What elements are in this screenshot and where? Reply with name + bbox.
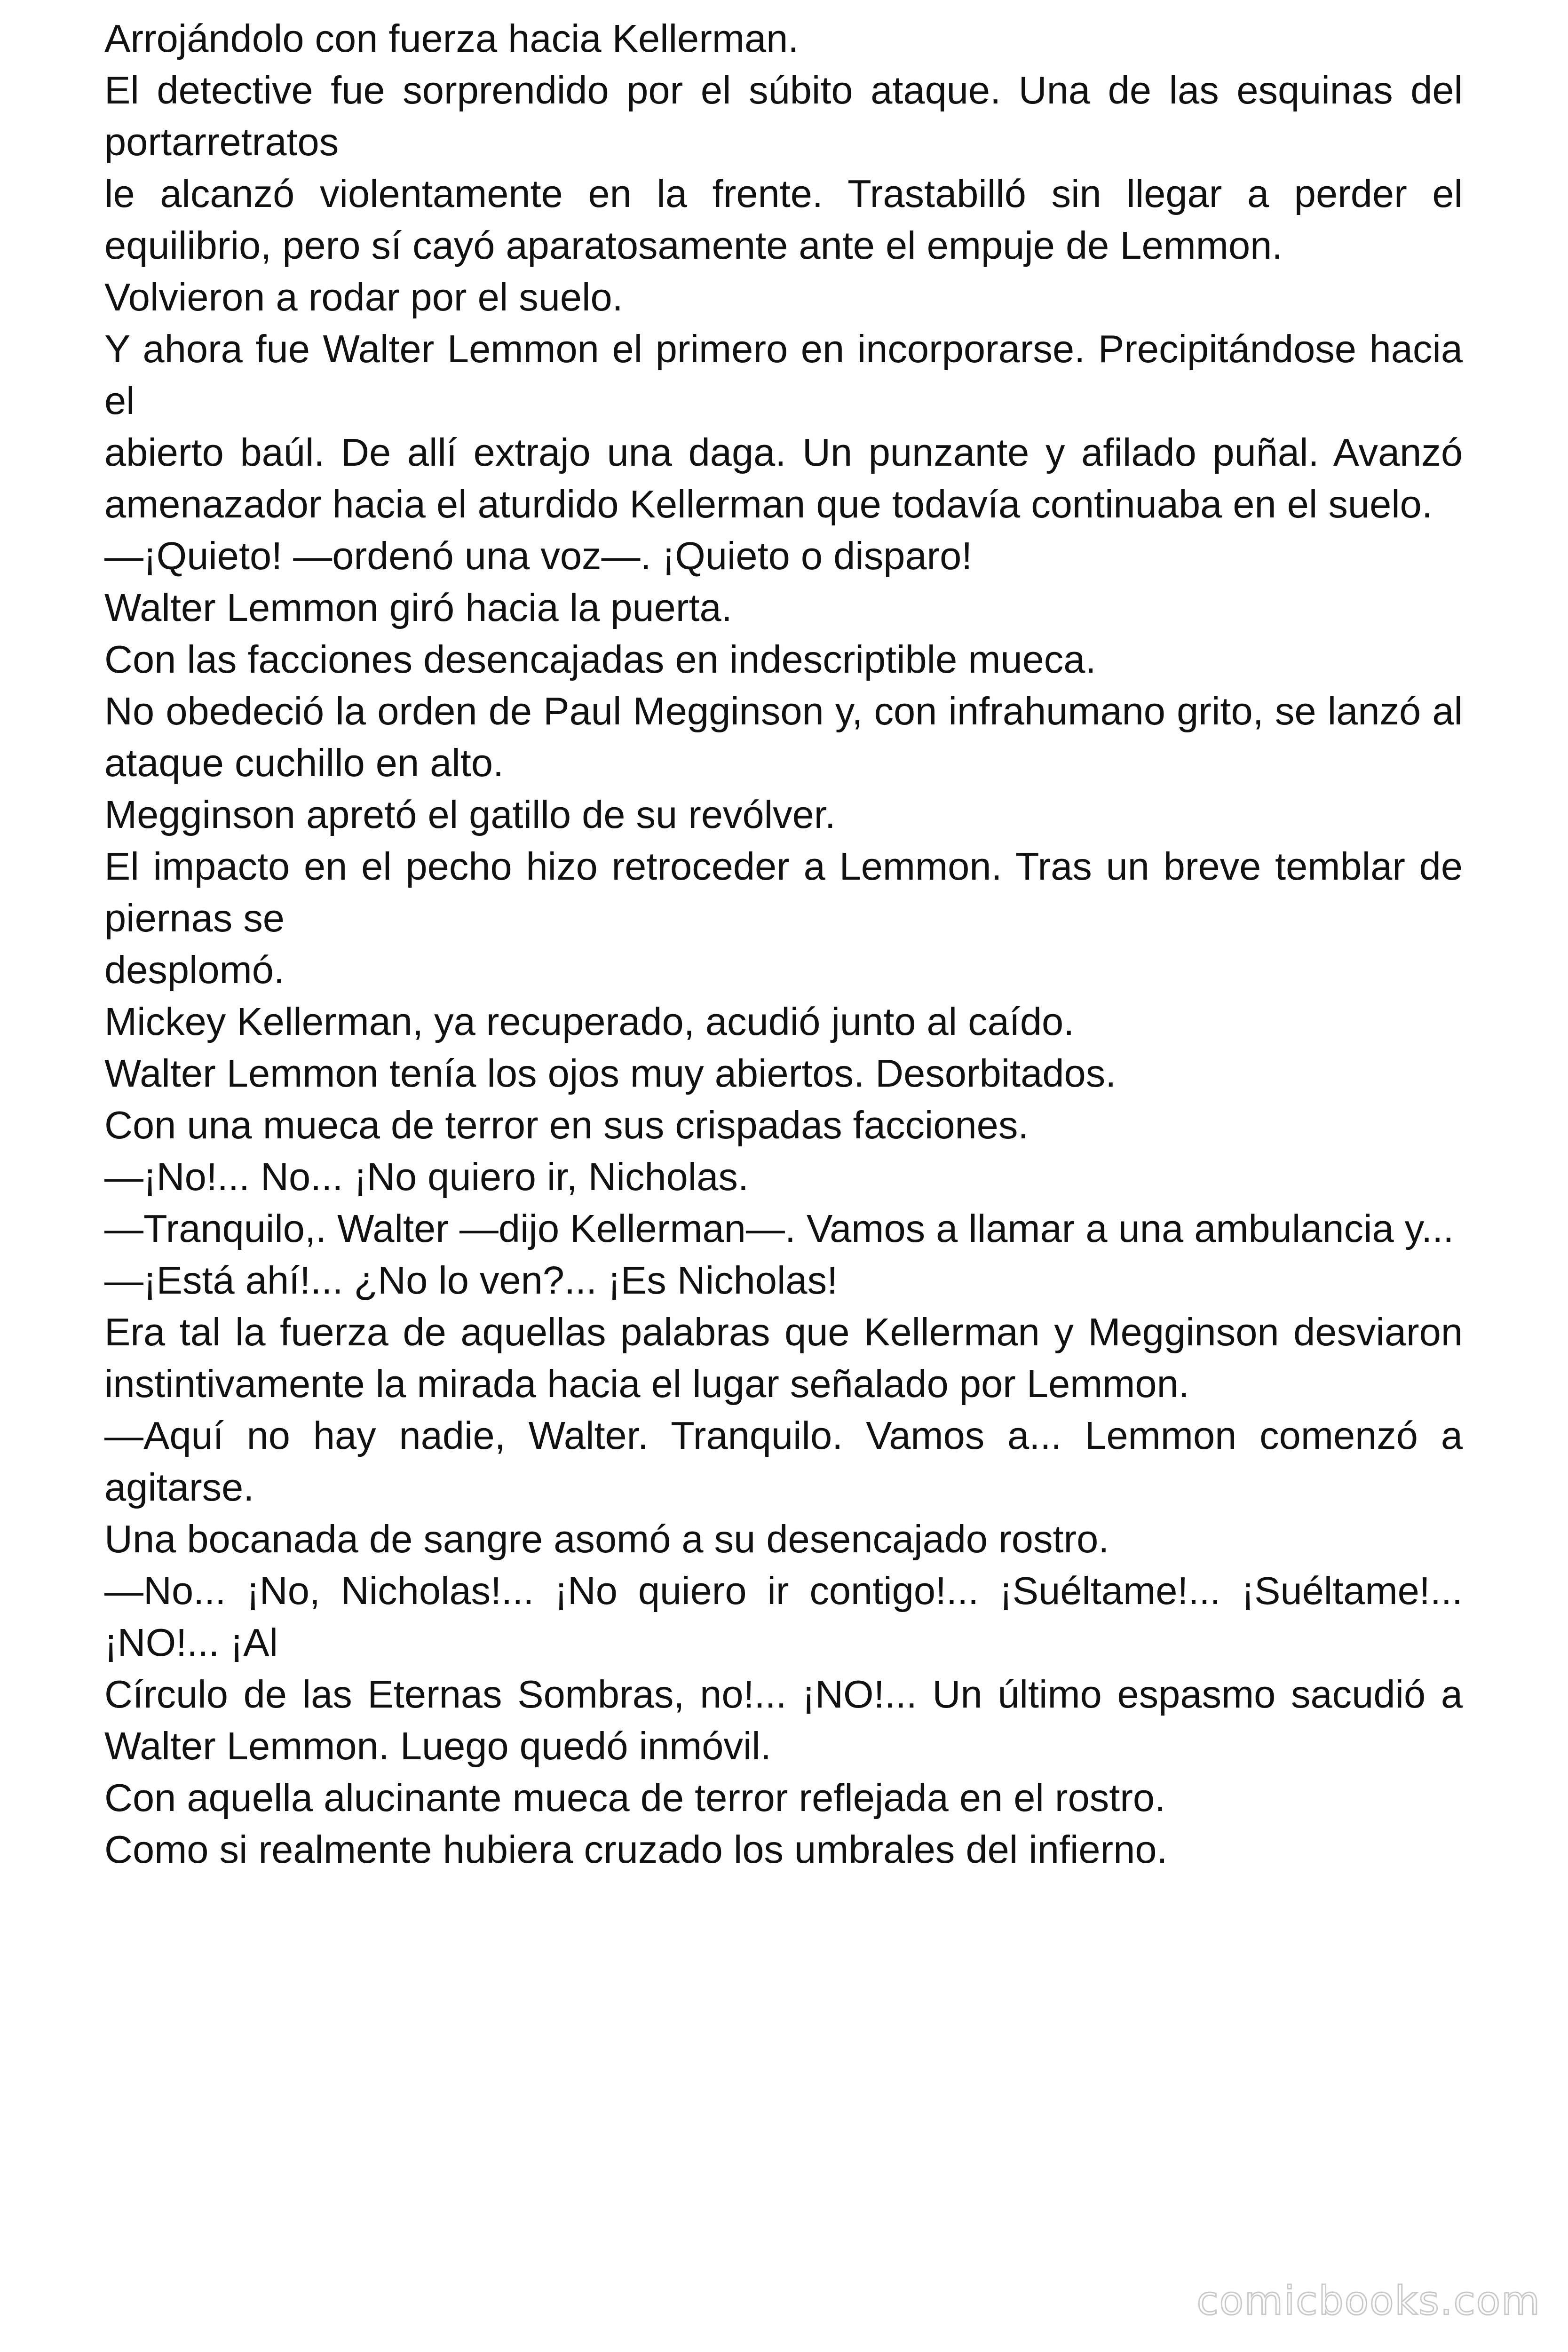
text-line: —Aquí no hay nadie, Walter. Tranquilo. Vamos a... Lemmon comenzó a agitarse. (104, 1414, 1463, 1509)
text-line: El detective fue sorprendido por el súbito ataque. Una de las esquinas del portarretratos (104, 68, 1463, 164)
text-line: —No... ¡No, Nicholas!... ¡No quiero ir contigo!... ¡Suéltame!... ¡Suéltame!... ¡NO!... ¡Al (104, 1569, 1463, 1664)
text-line: El impacto en el pecho hizo retroceder a Lemmon. Tras un breve temblar de piernas se (104, 844, 1463, 940)
text-line: Volvieron a rodar por el suelo. (104, 275, 623, 319)
text-line: Era tal la fuerza de aquellas palabras que Kellerman y Megginson desviaron instintivamente la mirada hacia el lugar señalado por Lemmon. (104, 1310, 1463, 1406)
text-line: le alcanzó violentamente en la frente. Trastabilló sin llegar a perder el equilibrio, pero sí cayó aparatosamente ante el empuje de Lemmon. (104, 172, 1463, 267)
text-line: desplomó. (104, 948, 285, 992)
text-line: —¡No!... No... ¡No quiero ir, Nicholas. (104, 1155, 749, 1199)
text-line: abierto baúl. De allí extrajo una daga. Un punzante y afilado puñal. Avanzó amenazador hacia el aturdido Kellerman que todavía continuaba en el suelo. (104, 430, 1463, 526)
text-line: Y ahora fue Walter Lemmon el primero en incorporarse. Precipitándose hacia el (104, 327, 1463, 422)
text-line: Con las facciones desencajadas en indescriptible mueca. (104, 637, 1096, 681)
text-line: Con aquella alucinante mueca de terror reflejada en el rostro. (104, 1776, 1166, 1820)
text-line: Megginson apretó el gatillo de su revólver. (104, 793, 836, 836)
body-text (104, 13, 1463, 1875)
text-line: Una bocanada de sangre asomó a su desencajado rostro. (104, 1517, 1109, 1561)
text-line: Arrojándolo con fuerza hacia Kellerman. (104, 16, 799, 60)
text-line: —¡Quieto! —ordenó una voz—. ¡Quieto o disparo! (104, 534, 973, 578)
text-line: Walter Lemmon giró hacia la puerta. (104, 586, 732, 629)
text-line: —Tranquilo,. Walter —dijo Kellerman—. Vamos a llamar a una ambulancia y... (104, 1207, 1454, 1250)
watermark: comicbooks.com (1196, 2278, 1541, 2324)
text-line: Mickey Kellerman, ya recuperado, acudió junto al caído. (104, 1000, 1075, 1043)
text-line: Círculo de las Eternas Sombras, no!... ¡NO!... Un último espasmo sacudió a Walter Lemmon. Luego quedó inmóvil. (104, 1672, 1463, 1768)
text-line: —¡Está ahí!... ¿No lo ven?... ¡Es Nicholas! (104, 1258, 838, 1302)
text-line: No obedeció la orden de Paul Megginson y, con infrahumano grito, se lanzó al ataque cuchillo en alto. (104, 689, 1463, 785)
text-line: Walter Lemmon tenía los ojos muy abiertos. Desorbitados. (104, 1051, 1117, 1095)
text-line: Con una mueca de terror en sus crispadas facciones. (104, 1103, 1029, 1147)
text-line: Como si realmente hubiera cruzado los umbrales del infierno. (104, 1828, 1168, 1871)
